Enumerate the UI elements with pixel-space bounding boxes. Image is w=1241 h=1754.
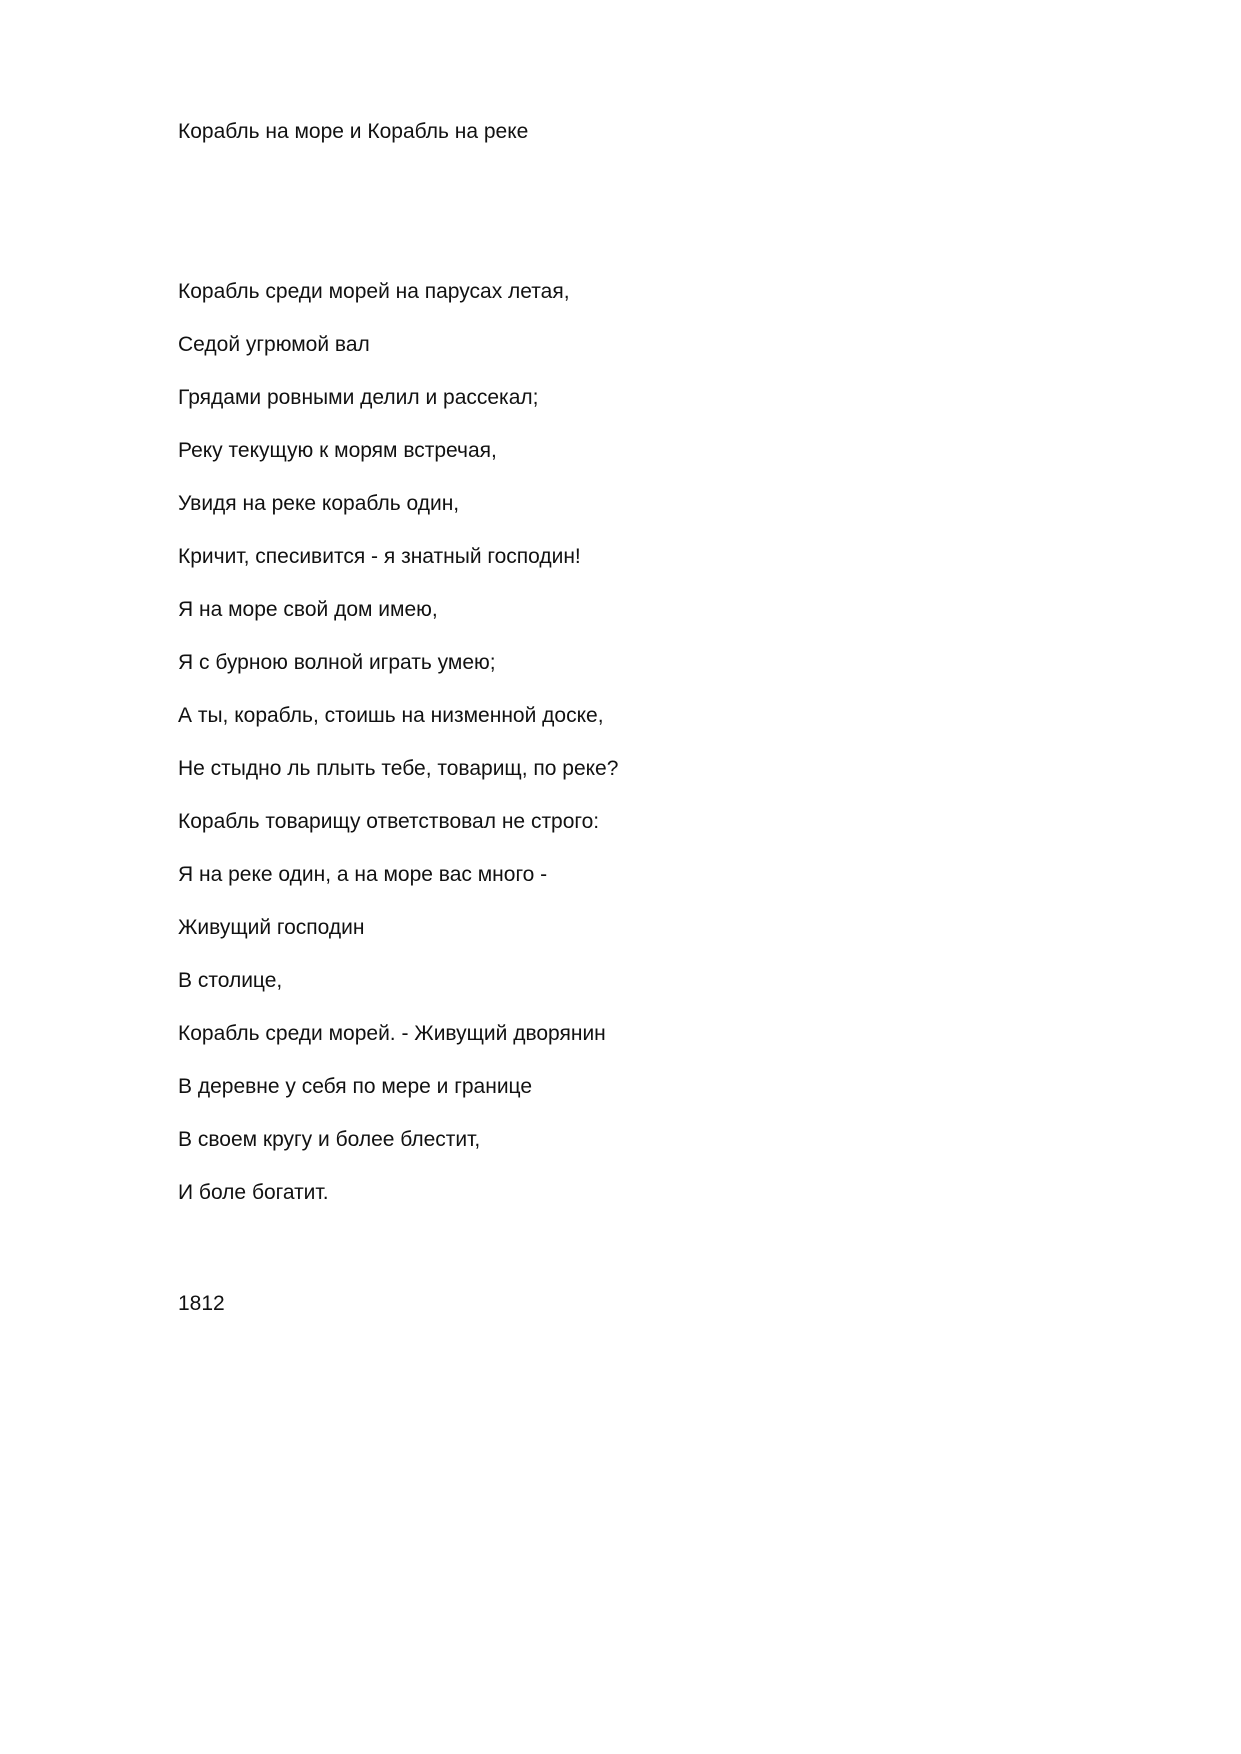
poem-line: А ты, корабль, стоишь на низменной доске, <box>178 704 604 727</box>
poem-line: Я на море свой дом имею, <box>178 598 438 621</box>
poem-line: В деревне у себя по мере и границе <box>178 1075 533 1098</box>
poem-line: Седой угрюмой вал <box>178 333 370 356</box>
poem-line: Кричит, спесивится - я знатный господин! <box>178 545 581 568</box>
poem-line: Реку текущую к морям встречая, <box>178 439 497 462</box>
poem-title: Корабль на море и Корабль на реке <box>178 120 529 143</box>
poem-line: Корабль среди морей. - Живущий дворянин <box>178 1022 606 1045</box>
poem-line: Корабль товарищу ответствовал не строго: <box>178 810 600 833</box>
poem-line: Живущий господин <box>178 916 365 939</box>
poem-year: 1812 <box>178 1292 225 1315</box>
poem-line: В своем кругу и более блестит, <box>178 1128 481 1151</box>
poem-line: Корабль среди морей на парусах летая, <box>178 280 570 303</box>
poem-line: И боле богатит. <box>178 1181 329 1204</box>
poem-line: Не стыдно ль плыть тебе, товарищ, по реке? <box>178 757 619 780</box>
poem-line: В столице, <box>178 969 283 992</box>
poem-line: Я на реке один, а на море вас много - <box>178 863 548 886</box>
poem-body <box>178 278 618 1232</box>
poem-line: Грядами ровными делил и рассекал; <box>178 386 539 409</box>
poem-line: Увидя на реке корабль один, <box>178 492 460 515</box>
poem-line: Я с бурною волной играть умею; <box>178 651 496 674</box>
